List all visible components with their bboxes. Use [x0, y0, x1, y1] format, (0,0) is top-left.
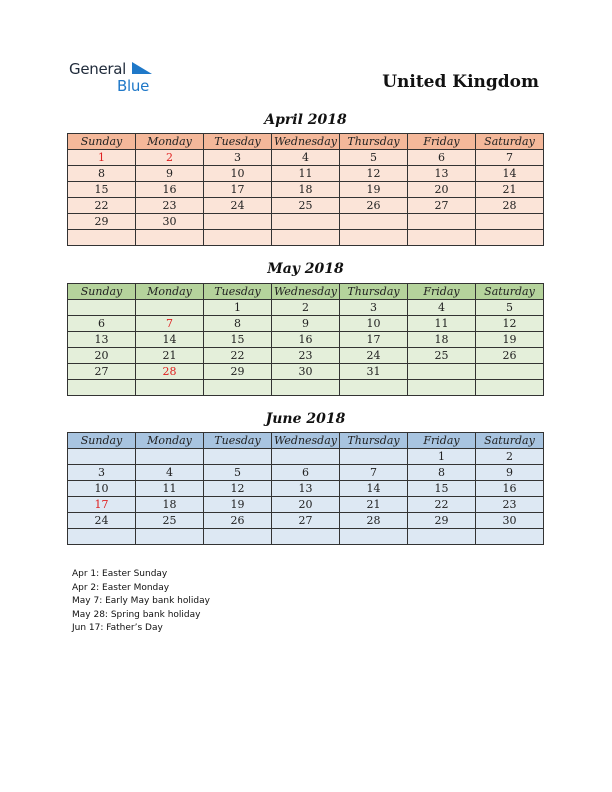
empty-day-cell — [136, 529, 204, 545]
day-cell: 11 — [408, 316, 476, 332]
day-cell: 18 — [136, 497, 204, 513]
week-row — [68, 182, 544, 198]
day-cell: 27 — [68, 364, 136, 380]
empty-day-cell — [204, 449, 272, 465]
empty-day-cell — [204, 380, 272, 396]
day-cell: 18 — [272, 182, 340, 198]
month-table-jun — [67, 432, 544, 545]
day-cell: 12 — [340, 166, 408, 182]
day-cell: 27 — [272, 513, 340, 529]
weekday-header: Tuesday — [204, 433, 272, 449]
day-cell: 15 — [204, 332, 272, 348]
day-cell: 28 — [476, 198, 544, 214]
empty-day-cell — [272, 214, 340, 230]
week-row — [68, 166, 544, 182]
empty-day-cell — [204, 230, 272, 246]
weekday-header: Saturday — [476, 433, 544, 449]
day-cell: 4 — [136, 465, 204, 481]
empty-day-cell — [136, 300, 204, 316]
day-cell: 8 — [408, 465, 476, 481]
weekday-header: Friday — [408, 134, 476, 150]
day-cell: 14 — [136, 332, 204, 348]
empty-day-cell — [340, 230, 408, 246]
day-cell: 9 — [272, 316, 340, 332]
day-cell: 13 — [68, 332, 136, 348]
day-cell: 17 — [340, 332, 408, 348]
day-cell: 23 — [272, 348, 340, 364]
empty-day-cell — [340, 214, 408, 230]
day-cell: 31 — [340, 364, 408, 380]
empty-day-cell — [136, 449, 204, 465]
day-cell: 26 — [476, 348, 544, 364]
week-row — [68, 380, 544, 396]
week-row — [68, 481, 544, 497]
day-cell: 27 — [408, 198, 476, 214]
generalblue-logo — [69, 60, 169, 96]
day-cell: 1 — [204, 300, 272, 316]
weekday-header-row — [68, 433, 544, 449]
holiday-notes — [72, 568, 210, 636]
weekday-header: Saturday — [476, 134, 544, 150]
empty-day-cell — [272, 449, 340, 465]
empty-day-cell — [340, 380, 408, 396]
day-cell: 13 — [272, 481, 340, 497]
weekday-header: Saturday — [476, 284, 544, 300]
month-title-may: May 2018 — [267, 261, 344, 277]
weekday-header: Sunday — [68, 134, 136, 150]
day-cell: 16 — [272, 332, 340, 348]
week-row — [68, 465, 544, 481]
weekday-header: Thursday — [340, 433, 408, 449]
day-cell: 26 — [204, 513, 272, 529]
day-cell: 21 — [136, 348, 204, 364]
day-cell: 7 — [136, 316, 204, 332]
day-cell: 20 — [272, 497, 340, 513]
day-cell: 29 — [204, 364, 272, 380]
holiday-note: Jun 17: Father’s Day — [72, 623, 163, 634]
day-cell: 20 — [68, 348, 136, 364]
week-row — [68, 497, 544, 513]
empty-day-cell — [272, 380, 340, 396]
logo-word-general: General — [69, 60, 127, 78]
day-cell: 19 — [340, 182, 408, 198]
week-row — [68, 364, 544, 380]
empty-day-cell — [408, 364, 476, 380]
day-cell: 25 — [408, 348, 476, 364]
day-cell: 17 — [204, 182, 272, 198]
logo-triangle-icon — [132, 62, 154, 76]
week-row — [68, 214, 544, 230]
day-cell: 16 — [476, 481, 544, 497]
day-cell: 5 — [340, 150, 408, 166]
day-cell: 22 — [204, 348, 272, 364]
day-cell: 3 — [340, 300, 408, 316]
day-cell: 10 — [68, 481, 136, 497]
weekday-header: Sunday — [68, 433, 136, 449]
day-cell: 22 — [68, 198, 136, 214]
day-cell: 29 — [408, 513, 476, 529]
week-row — [68, 316, 544, 332]
day-cell: 12 — [476, 316, 544, 332]
logo-word-blue: Blue — [117, 77, 149, 95]
day-cell: 21 — [476, 182, 544, 198]
day-cell: 24 — [204, 198, 272, 214]
week-row — [68, 150, 544, 166]
empty-day-cell — [476, 529, 544, 545]
month-table-may — [67, 283, 544, 396]
empty-day-cell — [476, 214, 544, 230]
empty-day-cell — [272, 529, 340, 545]
weekday-header: Monday — [136, 433, 204, 449]
day-cell: 25 — [136, 513, 204, 529]
weekday-header: Wednesday — [272, 134, 340, 150]
holiday-note: Apr 2: Easter Monday — [72, 582, 170, 593]
day-cell: 28 — [340, 513, 408, 529]
empty-day-cell — [408, 380, 476, 396]
day-cell: 5 — [204, 465, 272, 481]
empty-day-cell — [204, 529, 272, 545]
week-row — [68, 300, 544, 316]
weekday-header: Wednesday — [272, 433, 340, 449]
weekday-header: Monday — [136, 134, 204, 150]
empty-day-cell — [68, 300, 136, 316]
weekday-header: Thursday — [340, 284, 408, 300]
day-cell: 9 — [136, 166, 204, 182]
empty-day-cell — [340, 449, 408, 465]
day-cell: 1 — [408, 449, 476, 465]
day-cell: 6 — [68, 316, 136, 332]
day-cell: 15 — [408, 481, 476, 497]
week-row — [68, 449, 544, 465]
day-cell: 13 — [408, 166, 476, 182]
day-cell: 2 — [136, 150, 204, 166]
week-row — [68, 230, 544, 246]
empty-day-cell — [136, 380, 204, 396]
day-cell: 4 — [408, 300, 476, 316]
day-cell: 11 — [272, 166, 340, 182]
day-cell: 1 — [68, 150, 136, 166]
empty-day-cell — [68, 529, 136, 545]
day-cell: 6 — [272, 465, 340, 481]
day-cell: 21 — [340, 497, 408, 513]
day-cell: 22 — [408, 497, 476, 513]
day-cell: 12 — [204, 481, 272, 497]
empty-day-cell — [340, 529, 408, 545]
day-cell: 5 — [476, 300, 544, 316]
weekday-header: Friday — [408, 284, 476, 300]
weekday-header: Thursday — [340, 134, 408, 150]
empty-day-cell — [476, 230, 544, 246]
weekday-header-row — [68, 134, 544, 150]
day-cell: 29 — [68, 214, 136, 230]
week-row — [68, 348, 544, 364]
weekday-header: Tuesday — [204, 134, 272, 150]
day-cell: 2 — [476, 449, 544, 465]
day-cell: 19 — [204, 497, 272, 513]
empty-day-cell — [136, 230, 204, 246]
holiday-note: Apr 1: Easter Sunday — [72, 569, 168, 579]
weekday-header: Tuesday — [204, 284, 272, 300]
weekday-header: Wednesday — [272, 284, 340, 300]
day-cell: 20 — [408, 182, 476, 198]
day-cell: 25 — [272, 198, 340, 214]
day-cell: 3 — [68, 465, 136, 481]
empty-day-cell — [476, 364, 544, 380]
day-cell: 26 — [340, 198, 408, 214]
day-cell: 30 — [272, 364, 340, 380]
day-cell: 4 — [272, 150, 340, 166]
empty-day-cell — [204, 214, 272, 230]
day-cell: 18 — [408, 332, 476, 348]
empty-day-cell — [272, 230, 340, 246]
holiday-note: May 28: Spring bank holiday — [72, 609, 201, 620]
day-cell: 14 — [476, 166, 544, 182]
week-row — [68, 513, 544, 529]
day-cell: 16 — [136, 182, 204, 198]
day-cell: 24 — [340, 348, 408, 364]
day-cell: 19 — [476, 332, 544, 348]
weekday-header: Monday — [136, 284, 204, 300]
day-cell: 9 — [476, 465, 544, 481]
day-cell: 30 — [476, 513, 544, 529]
empty-day-cell — [68, 380, 136, 396]
weekday-header-row — [68, 284, 544, 300]
week-row — [68, 332, 544, 348]
day-cell: 2 — [272, 300, 340, 316]
day-cell: 24 — [68, 513, 136, 529]
weekday-header: Friday — [408, 433, 476, 449]
week-row — [68, 529, 544, 545]
day-cell: 10 — [340, 316, 408, 332]
day-cell: 3 — [204, 150, 272, 166]
month-title-jun: June 2018 — [265, 411, 346, 427]
day-cell: 10 — [204, 166, 272, 182]
empty-day-cell — [68, 230, 136, 246]
empty-day-cell — [68, 449, 136, 465]
day-cell: 7 — [476, 150, 544, 166]
day-cell: 17 — [68, 497, 136, 513]
weekday-header: Sunday — [68, 284, 136, 300]
day-cell: 15 — [68, 182, 136, 198]
day-cell: 8 — [204, 316, 272, 332]
week-row — [68, 198, 544, 214]
empty-day-cell — [476, 380, 544, 396]
empty-day-cell — [408, 214, 476, 230]
holiday-note: May 7: Early May bank holiday — [72, 596, 210, 607]
day-cell: 30 — [136, 214, 204, 230]
country-title: United Kingdom — [382, 72, 539, 92]
month-title-apr: April 2018 — [264, 112, 347, 128]
day-cell: 23 — [136, 198, 204, 214]
empty-day-cell — [408, 529, 476, 545]
day-cell: 28 — [136, 364, 204, 380]
day-cell: 6 — [408, 150, 476, 166]
day-cell: 7 — [340, 465, 408, 481]
empty-day-cell — [408, 230, 476, 246]
month-table-apr — [67, 133, 544, 246]
day-cell: 23 — [476, 497, 544, 513]
day-cell: 14 — [340, 481, 408, 497]
day-cell: 8 — [68, 166, 136, 182]
day-cell: 11 — [136, 481, 204, 497]
